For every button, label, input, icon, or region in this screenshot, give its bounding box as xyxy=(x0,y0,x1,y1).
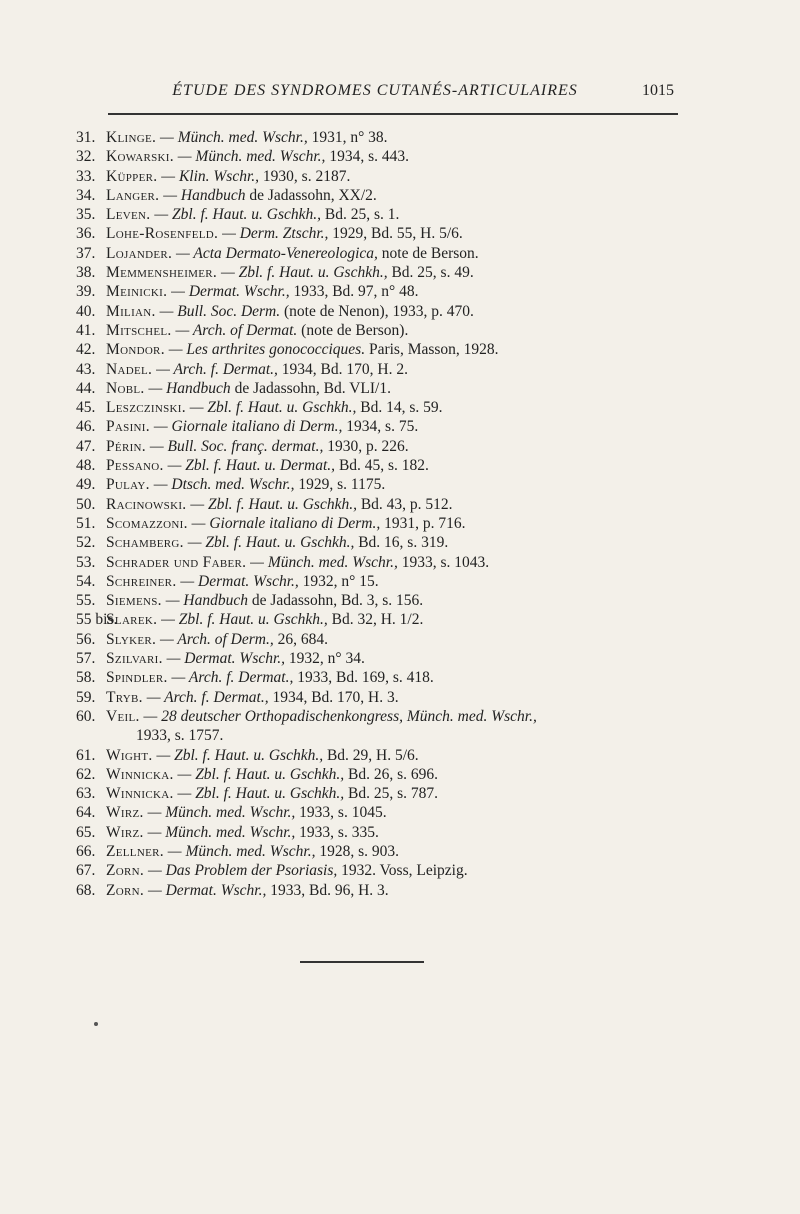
reference-details: 1933, Bd. 169, s. 418. xyxy=(297,669,434,687)
reference-author: Mondor. xyxy=(106,341,165,359)
reference-source: — Handbuch xyxy=(165,592,248,610)
reference-author: Veil. xyxy=(106,707,140,725)
reference-number: 61. xyxy=(76,746,96,764)
reference-item xyxy=(76,128,716,147)
reference-source: — Derm. Ztschr., xyxy=(222,225,329,243)
reference-author: Pasini. xyxy=(106,418,150,436)
reference-author: Pulay. xyxy=(106,476,150,494)
reference-item xyxy=(76,282,716,301)
reference-number: 37. xyxy=(76,244,96,262)
reference-source: — Münch. med. Wschr., xyxy=(250,553,398,571)
reference-number: 55 bis. xyxy=(76,611,118,629)
reference-source: — Zbl. f. Haut. u. Dermat., xyxy=(167,457,336,475)
reference-author: Slyker. xyxy=(106,630,157,648)
reference-author: Pessano. xyxy=(106,457,164,475)
reference-details: 1932. Voss, Leipzig. xyxy=(341,862,468,880)
running-title: ÉTUDE DES SYNDROMES CUTANÉS-ARTICULAIRES xyxy=(172,82,578,99)
reference-details: 1931, p. 716. xyxy=(384,514,466,532)
reference-source: — Handbuch xyxy=(148,379,231,397)
reference-details: Bd. 14, s. 59. xyxy=(360,399,443,417)
footer-rule xyxy=(300,961,424,963)
reference-source: — Arch. f. Dermat., xyxy=(171,669,294,687)
reference-number: 47. xyxy=(76,437,96,455)
reference-author: Winnicka. xyxy=(106,785,174,803)
reference-author: Zorn. xyxy=(106,862,145,880)
reference-item xyxy=(76,591,716,610)
reference-item xyxy=(76,379,716,398)
reference-number: 48. xyxy=(76,457,96,475)
reference-source: — Münch. med. Wschr., xyxy=(147,823,296,841)
reference-details: 1933, Bd. 96, H. 3. xyxy=(270,881,389,899)
reference-details: note de Berson. xyxy=(381,244,479,262)
reference-number: 38. xyxy=(76,264,96,282)
reference-item xyxy=(76,823,716,842)
reference-item xyxy=(76,746,716,765)
reference-source: — Handbuch xyxy=(163,186,246,204)
reference-author: Milian. xyxy=(106,302,156,320)
reference-source: — Zbl. f. Haut. u. Gschkh., xyxy=(220,264,388,282)
reference-details: 1928, s. 903. xyxy=(319,842,399,860)
reference-details: 1934, s. 443. xyxy=(329,148,409,166)
reference-source: — Bull. Soc. Derm. xyxy=(159,302,281,320)
reference-author: Lojander. xyxy=(106,244,173,262)
reference-number: 49. xyxy=(76,476,96,494)
reference-details: Bd. 25, s. 787. xyxy=(348,785,439,803)
reference-details: 1931, n° 38. xyxy=(311,129,388,146)
reference-item xyxy=(76,784,716,803)
reference-number: 63. xyxy=(76,785,96,803)
reference-continuation: 1933, s. 1757. xyxy=(136,727,224,745)
reference-number: 60. xyxy=(76,707,96,725)
reference-author: Périn. xyxy=(106,437,146,455)
reference-author: Leszczinski. xyxy=(106,399,186,417)
reference-details: 1933, s. 1043. xyxy=(401,553,490,571)
reference-details: de Jadassohn, Bd. 3, s. 156. xyxy=(251,592,424,610)
reference-source: — Arch. of Derm., xyxy=(160,630,274,648)
reference-source: — Zbl. f. Haut. u. Gschkh., xyxy=(187,534,355,552)
reference-source: — Dermat. Wschr., xyxy=(171,283,290,301)
reference-author: Wirz. xyxy=(106,823,144,841)
reference-details: 1932, n° 34. xyxy=(288,650,365,668)
reference-number: 33. xyxy=(76,167,96,185)
reference-number: 32. xyxy=(76,148,96,166)
reference-item xyxy=(76,475,716,494)
reference-number: 53. xyxy=(76,553,96,571)
reference-number: 52. xyxy=(76,534,96,552)
ink-dot xyxy=(94,1022,98,1026)
reference-details: 1932, n° 15. xyxy=(302,572,379,590)
reference-source: — Klin. Wschr., xyxy=(161,167,260,185)
reference-source: — Giornale italiano di Derm., xyxy=(191,514,381,532)
reference-item xyxy=(76,572,716,591)
reference-author: Schrader und Faber. xyxy=(106,553,247,571)
reference-item xyxy=(76,147,716,166)
page-number: 1015 xyxy=(642,82,674,99)
reference-list xyxy=(76,128,716,900)
reference-author: Schamberg. xyxy=(106,534,184,552)
reference-number: 41. xyxy=(76,321,96,339)
reference-number: 43. xyxy=(76,360,96,378)
reference-item xyxy=(76,417,716,436)
reference-number: 45. xyxy=(76,399,96,417)
reference-item xyxy=(76,224,716,243)
reference-details: 1930, p. 226. xyxy=(327,437,409,455)
reference-number: 62. xyxy=(76,765,96,783)
reference-source: — Dtsch. med. Wschr., xyxy=(153,476,295,494)
reference-item xyxy=(76,861,716,880)
reference-item xyxy=(76,437,716,456)
reference-number: 36. xyxy=(76,225,96,243)
reference-number: 50. xyxy=(76,495,96,513)
reference-details: de Jadassohn, Bd. VLI/1. xyxy=(234,379,391,397)
reference-source: — Zbl. f. Haut. u. Gschkh., xyxy=(190,495,357,513)
reference-number: 54. xyxy=(76,572,96,590)
reference-item xyxy=(76,456,716,475)
reference-item xyxy=(76,263,716,282)
reference-source: — Münch. med. Wschr., xyxy=(160,129,308,146)
reference-author: Langer. xyxy=(106,186,160,204)
reference-author: Leven. xyxy=(106,206,151,224)
reference-details: 1929, Bd. 55, H. 5/6. xyxy=(332,225,463,243)
reference-details: 1933, Bd. 97, n° 48. xyxy=(293,283,419,301)
reference-details: 1933, s. 335. xyxy=(299,823,379,841)
reference-number: 55. xyxy=(76,592,96,610)
reference-source: — Das Problem der Psoriasis, xyxy=(147,862,338,880)
reference-item xyxy=(76,707,716,746)
reference-author: Zorn. xyxy=(106,881,145,899)
reference-item xyxy=(76,302,716,321)
reference-number: 66. xyxy=(76,842,96,860)
reference-item xyxy=(76,630,716,649)
reference-author: Racinowski. xyxy=(106,495,187,513)
reference-item xyxy=(76,321,716,340)
reference-author: Nadel. xyxy=(106,360,153,378)
reference-author: Zellner. xyxy=(106,842,164,860)
reference-details: 1934, s. 75. xyxy=(346,418,419,436)
reference-details: Bd. 25, s. 1. xyxy=(324,206,400,224)
reference-item xyxy=(76,881,716,900)
reference-source: — Dermat. Wschr., xyxy=(147,881,267,899)
reference-item xyxy=(76,244,716,263)
reference-number: 46. xyxy=(76,418,96,436)
reference-source: — Zbl. f. Haut. u. Gschkh., xyxy=(161,611,328,629)
reference-item xyxy=(76,205,716,224)
reference-source: — Dermat. Wschr., xyxy=(180,572,299,590)
reference-source: — 28 deutscher Orthopadischenkongress, Münch. med. Wschr., xyxy=(143,707,537,725)
reference-number: 35. xyxy=(76,206,96,224)
reference-number: 40. xyxy=(76,302,96,320)
reference-source: — Münch. med. Wschr., xyxy=(177,148,326,166)
reference-source: — Arch. of Dermat. xyxy=(175,321,298,339)
reference-source: — Zbl. f. Haut. u. Gschkh., xyxy=(156,746,324,764)
reference-author: Nobl. xyxy=(106,379,145,397)
reference-source: — Zbl. f. Haut. u. Gschkh., xyxy=(189,399,357,417)
reference-number: 39. xyxy=(76,283,96,301)
reference-number: 64. xyxy=(76,804,96,822)
reference-number: 57. xyxy=(76,650,96,668)
reference-item xyxy=(76,340,716,359)
reference-item xyxy=(76,803,716,822)
reference-number: 68. xyxy=(76,881,96,899)
reference-author: Wight. xyxy=(106,746,153,764)
reference-details: (note de Nenon), 1933, p. 470. xyxy=(284,302,474,320)
reference-source: — Les arthrites gonococciques. xyxy=(168,341,366,359)
reference-number: 51. xyxy=(76,514,96,532)
reference-source: — Arch. f. Dermat., xyxy=(156,360,278,378)
reference-item xyxy=(76,649,716,668)
reference-author: Lohe-Rosenfeld. xyxy=(106,225,219,243)
reference-author: Siemens. xyxy=(106,592,162,610)
reference-item xyxy=(76,765,716,784)
reference-item xyxy=(76,668,716,687)
reference-details: 26, 684. xyxy=(277,630,328,648)
reference-number: 67. xyxy=(76,862,96,880)
reference-source: — Münch. med. Wschr., xyxy=(147,804,296,822)
reference-details: Bd. 26, s. 696. xyxy=(348,765,439,783)
reference-number: 34. xyxy=(76,186,96,204)
reference-author: Klinge. xyxy=(106,129,157,146)
reference-source: — Zbl. f. Haut. u. Gschkh., xyxy=(177,765,345,783)
reference-item xyxy=(76,842,716,861)
reference-source: — Bull. Soc. franç. dermat., xyxy=(149,437,324,455)
reference-number: 31. xyxy=(76,129,96,146)
reference-details: Bd. 29, H. 5/6. xyxy=(326,746,419,764)
reference-author: Schreiner. xyxy=(106,572,177,590)
reference-details: Paris, Masson, 1928. xyxy=(368,341,499,359)
reference-author: Slarek. xyxy=(106,611,158,629)
header-rule xyxy=(108,113,678,115)
reference-number: 44. xyxy=(76,379,96,397)
reference-source: — Zbl. f. Haut. u. Gschkh., xyxy=(154,206,321,224)
page-header xyxy=(110,78,678,104)
reference-item xyxy=(76,186,716,205)
reference-number: 65. xyxy=(76,823,96,841)
reference-item xyxy=(76,360,716,379)
reference-details: Bd. 45, s. 182. xyxy=(338,457,429,475)
reference-details: 1929, s. 1175. xyxy=(298,476,386,494)
reference-details: (note de Berson). xyxy=(301,321,409,339)
reference-details: Bd. 16, s. 319. xyxy=(358,534,449,552)
reference-source: — Acta Dermato-Venereologica, xyxy=(176,244,378,262)
reference-number: 42. xyxy=(76,341,96,359)
reference-details: de Jadassohn, XX/2. xyxy=(249,186,377,204)
reference-author: Küpper. xyxy=(106,167,158,185)
reference-number: 59. xyxy=(76,688,96,706)
reference-source: — Giornale italiano di Derm., xyxy=(153,418,343,436)
reference-author: Meinicki. xyxy=(106,283,168,301)
reference-details: 1930, s. 2187. xyxy=(262,167,351,185)
reference-author: Tryb. xyxy=(106,688,143,706)
reference-item xyxy=(76,398,716,417)
reference-details: 1933, s. 1045. xyxy=(299,804,387,822)
reference-item xyxy=(76,610,716,629)
reference-details: 1934, Bd. 170, H. 2. xyxy=(281,360,408,378)
reference-details: Bd. 32, H. 1/2. xyxy=(331,611,424,629)
reference-item xyxy=(76,514,716,533)
reference-author: Kowarski. xyxy=(106,148,174,166)
reference-author: Wirz. xyxy=(106,804,144,822)
reference-number: 56. xyxy=(76,630,96,648)
reference-item xyxy=(76,553,716,572)
reference-author: Szilvari. xyxy=(106,650,163,668)
reference-details: 1934, Bd. 170, H. 3. xyxy=(272,688,399,706)
reference-number: 58. xyxy=(76,669,96,687)
reference-author: Memmensheimer. xyxy=(106,264,218,282)
reference-source: — Arch. f. Dermat., xyxy=(146,688,269,706)
reference-item xyxy=(76,167,716,186)
reference-item xyxy=(76,688,716,707)
reference-details: Bd. 43, p. 512. xyxy=(360,495,453,513)
reference-item xyxy=(76,495,716,514)
reference-source: — Dermat. Wschr., xyxy=(166,650,286,668)
reference-author: Scomazzoni. xyxy=(106,514,188,532)
reference-author: Spindler. xyxy=(106,669,168,687)
reference-source: — Münch. med. Wschr., xyxy=(167,842,316,860)
reference-author: Mitschel. xyxy=(106,321,172,339)
reference-item xyxy=(76,533,716,552)
reference-source: — Zbl. f. Haut. u. Gschkh., xyxy=(177,785,345,803)
reference-details: Bd. 25, s. 49. xyxy=(391,264,474,282)
reference-author: Winnicka. xyxy=(106,765,174,783)
